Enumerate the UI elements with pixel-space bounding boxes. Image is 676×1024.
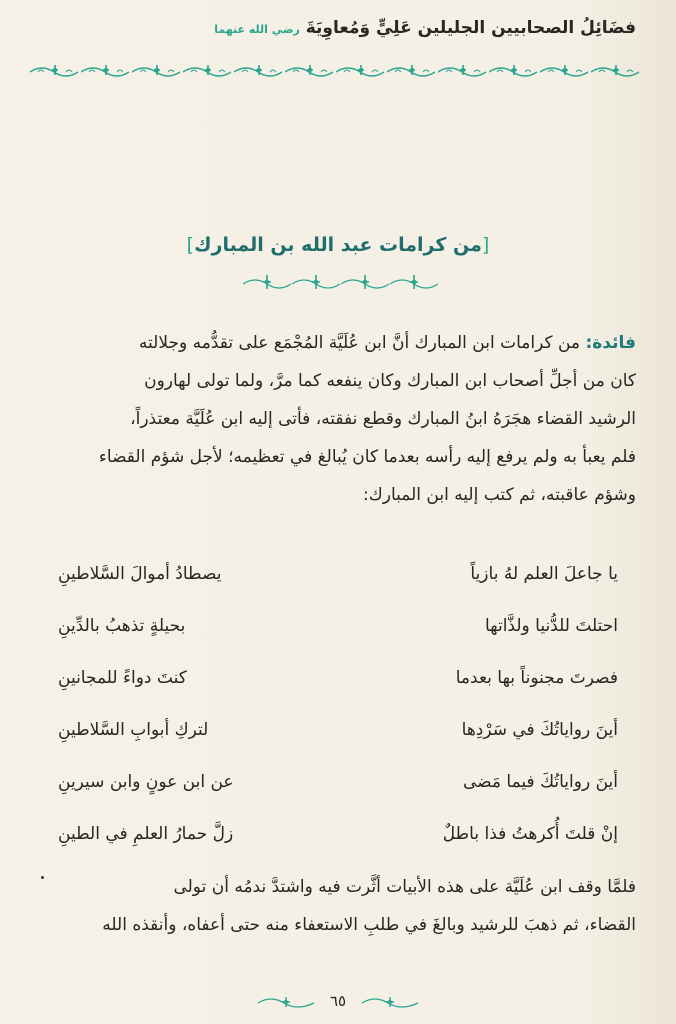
- verse-second-hemistich: بحيلةٍ تذهبُ بالدِّينِ: [58, 616, 186, 636]
- running-title: فضَائِلُ الصحابيين الجليلين عَلِيٍّ وَمُعاوِيَةَ: [305, 18, 636, 38]
- paragraph-line: كان من أجلِّ أصحاب ابن المبارك وكان ينفعه كما مرَّ، ولما تولى لهارون: [144, 371, 636, 391]
- paragraph-line: وشؤم عاقبته، ثم كتب إليه ابن المبارك:: [363, 485, 636, 505]
- paragraph-line: فائدة: من كرامات ابن المبارك أنَّ ابن عُلَيَّة المُجْمَع على تقدُّمه وجلالته: [138, 333, 636, 353]
- poem-verse: [58, 704, 618, 756]
- ornament-border-icon: [30, 62, 642, 78]
- verse-second-hemistich: يصطادُ أموالَ السَّلاطينِ: [58, 564, 222, 584]
- verse-first-hemistich: أينَ رواياتُكَ فيما مَضى: [462, 772, 618, 792]
- paragraph-line: القضاء، ثم ذهبَ للرشيد وبالغَ في طلبِ الاستعفاء منه حتى أعفاه، وأنقذه الله: [102, 915, 636, 935]
- poem-verse: [58, 652, 618, 704]
- paragraph-line: الرشيد القضاء هجَرَهُ ابنُ المبارك وقطع نفقته، فأتى إليه ابن عُلَيَّة معتذراً،: [130, 409, 636, 429]
- header-ornament-border: [30, 62, 642, 78]
- section-title: [0, 234, 676, 256]
- section-title-text: من كرامات عبد الله بن المبارك: [194, 234, 482, 256]
- footer-ornament-icon: [256, 994, 316, 1008]
- paragraph-benefit: [36, 324, 636, 514]
- verse-second-hemistich: زلَّ حمارُ العلمِ في الطينِ: [58, 824, 234, 844]
- benefit-label: فائدة:: [585, 333, 636, 353]
- running-head: [36, 18, 636, 38]
- poem-verse: [58, 756, 618, 808]
- verse-second-hemistich: كنتَ دواءً للمجانينِ: [58, 668, 187, 688]
- page-number: ٦٥: [329, 992, 347, 1010]
- poem-verse: [58, 600, 618, 652]
- title-ornament-icon: [243, 270, 439, 292]
- paragraph-line: فلم يعبأ به ولم يرفع إليه رأسه بعدما كان يُبالغ في تعظيمه؛ لأجل شؤم القضاء: [98, 447, 636, 467]
- verse-first-hemistich: فصرتَ مجنوناً بها بعدما: [455, 668, 618, 688]
- poem-verse: [58, 808, 618, 860]
- verse-second-hemistich: عن ابن عونٍ وابن سيرينِ: [58, 772, 234, 792]
- paragraph-line: فلمَّا وقف ابن عُلَيَّة على هذه الأبيات أثَّرت فيه واشتدَّ ندمُه أن تولى: [173, 877, 636, 897]
- footer-ornament-icon: [360, 994, 420, 1008]
- verse-first-hemistich: يا جاعلَ العلم لهُ بازياً: [470, 564, 618, 584]
- page-footer: [0, 986, 676, 1016]
- verse-second-hemistich: لتركِ أبوابِ السَّلاطينِ: [58, 720, 209, 740]
- title-bracket-open: [: [481, 234, 490, 256]
- poem: [58, 548, 618, 860]
- honorific-glyph: رضي الله عنهما: [214, 23, 300, 36]
- title-bracket-close: ]: [186, 234, 195, 256]
- verse-first-hemistich: أينَ رواياتُكَ في سَرْدِها: [461, 720, 618, 740]
- paragraph-conclusion: [36, 868, 636, 944]
- verse-first-hemistich: احتلتَ للدُّنيا ولذَّاتها: [484, 616, 618, 636]
- verse-first-hemistich: إنْ قلتَ أُكرهتُ فذا باطلٌ: [442, 824, 618, 844]
- poem-verse: [58, 548, 618, 600]
